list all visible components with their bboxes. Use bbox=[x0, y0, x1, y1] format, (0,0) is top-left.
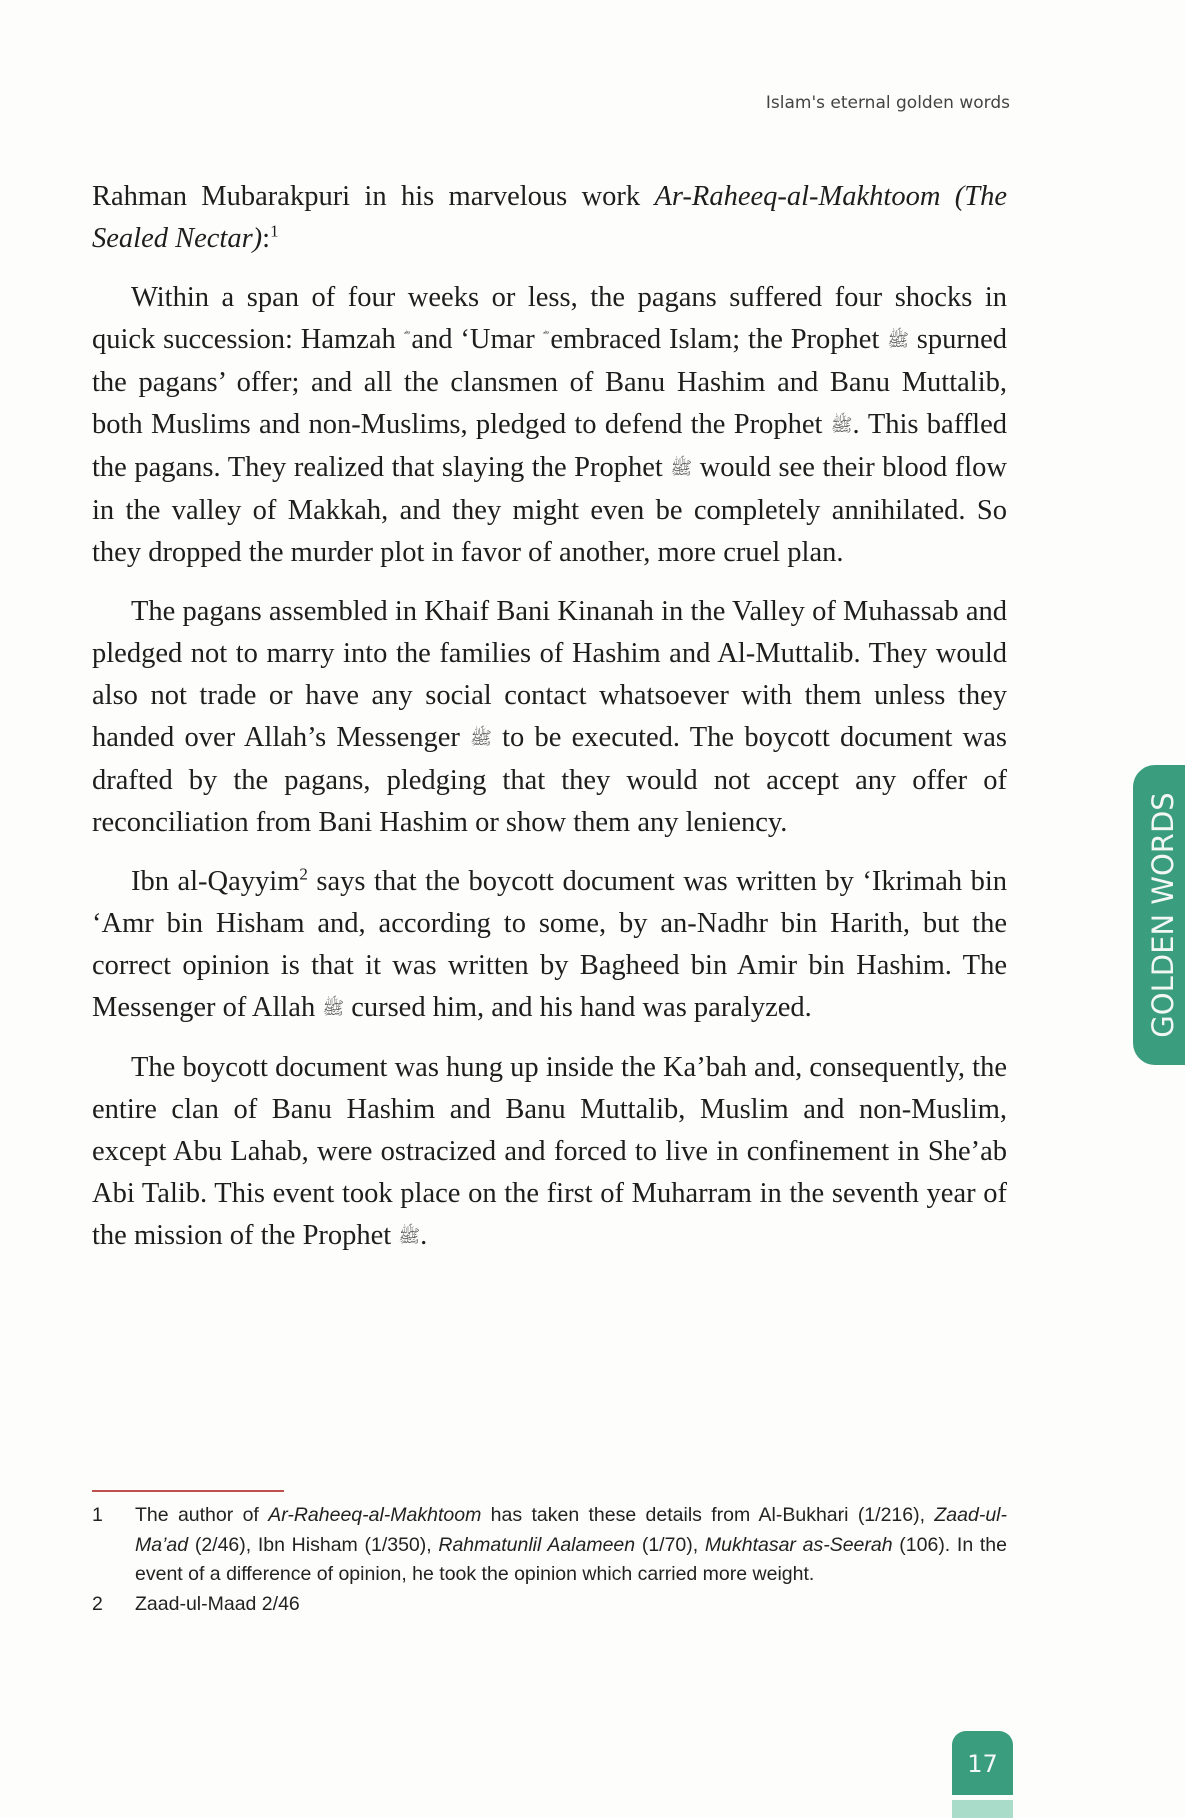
footnote-2 bbox=[92, 1590, 1007, 1620]
book-title: Mukhtasar as-Seerah bbox=[704, 1533, 893, 1556]
paragraph-3 bbox=[92, 591, 1007, 844]
text: cursed him, and his hand was paralyzed. bbox=[344, 992, 812, 1023]
text: . This baffled the pagans. They realized that slaying the Prophet bbox=[92, 409, 1007, 483]
footnote-number: 2 bbox=[92, 1592, 103, 1615]
honorific-icon: ﷺ bbox=[398, 1226, 421, 1247]
text: Rahman Mubarakpuri in his marvelous work bbox=[92, 181, 655, 212]
text: . bbox=[420, 1220, 428, 1251]
honorific-icon: ﷺ bbox=[887, 330, 909, 351]
text: The author of bbox=[135, 1504, 269, 1526]
text: Ibn al-Qayyim bbox=[131, 866, 300, 897]
paragraph-5 bbox=[92, 1047, 1007, 1258]
text: Within a span of four weeks or less, the pagans suffered four shocks in quick succession: Hamzah bbox=[92, 282, 1007, 355]
section-tab-label: GOLDEN WORDS bbox=[1146, 792, 1180, 1038]
honorific-icon: ﷺ bbox=[322, 998, 345, 1019]
text: (1/70), bbox=[635, 1533, 705, 1556]
text: to be executed. The boycott document was drafted by the pagans, pledging that they would not accept any offer of reconciliation from Bani Hashim or show them any leniency. bbox=[92, 722, 1007, 838]
page-number: 17 bbox=[952, 1731, 1013, 1795]
honorific-icon: ﷺ bbox=[670, 458, 693, 479]
footnote-number: 1 bbox=[92, 1504, 103, 1526]
paragraph-4 bbox=[92, 861, 1007, 1030]
text: would see their blood flow in the valley of Makkah, and they might even be completely annihilated. So they dropped the murder plot in favor of another, more cruel plan. bbox=[92, 452, 1008, 568]
body-text bbox=[92, 176, 1007, 1275]
text: The pagans assembled in Khaif Bani Kinanah in the Valley of Muhassab and pledged not to marry into the families of Hashim and Al-Muttalib. They would also not trade or have any social contact whatsoever with them unless they handed over Allah’s Messenger bbox=[92, 596, 1007, 753]
text: and ‘Umar bbox=[403, 324, 543, 355]
text: embraced Islam; the Prophet bbox=[542, 324, 888, 355]
page-number-strip bbox=[952, 1800, 1013, 1818]
text: spurned the pagans’ offer; and all the clansmen of Banu Hashim and Banu Muttalib, both Muslims and non-Muslims, pledged to defend the Prophet bbox=[92, 324, 1007, 440]
book-title: Ar-Raheeq-al-Makhtoom (The Sealed Nectar) bbox=[92, 181, 1007, 254]
footnote-1 bbox=[92, 1501, 1007, 1590]
text: : bbox=[262, 223, 271, 254]
paragraph-1 bbox=[92, 176, 1007, 260]
honorific-icon: ﷺ bbox=[830, 415, 853, 436]
running-header: Islam's eternal golden words bbox=[765, 93, 1010, 113]
text: has taken these details from Al-Bukhari (1/216), bbox=[481, 1504, 935, 1526]
section-tab bbox=[1133, 765, 1185, 1065]
honorific-icon: ﷺ bbox=[470, 728, 492, 749]
book-title: Rahmatunlil Aalameen bbox=[438, 1533, 636, 1556]
footnote-ref-1[interactable]: 1 bbox=[270, 221, 279, 241]
footnote-text bbox=[135, 1501, 1007, 1590]
footnote-divider bbox=[92, 1490, 284, 1492]
footnotes bbox=[92, 1501, 1007, 1619]
text: says that the boycott document was written by ‘Ikrimah bin ‘Amr bin Hisham and, according to some, by an-Nadhr bin Harith, but the correct opinion is that it was written by Bagheed bin Amir bin Hashim. The Messenger of Allah bbox=[92, 866, 1008, 1023]
text: (106). In the event of a difference of opinion, he took the opinion which carried more weight. bbox=[135, 1533, 1007, 1585]
footnote-text: Zaad-ul-Maad 2/46 bbox=[135, 1592, 300, 1615]
paragraph-2 bbox=[92, 277, 1007, 574]
text: (2/46), Ibn Hisham (1/350), bbox=[188, 1533, 439, 1556]
text: The boycott document was hung up inside the Ka’bah and, consequently, the entire clan of Banu Hashim and Banu Muttalib, Muslim and non-Muslim, except Abu Lahab, were ostracized and forced to live in confinement in She’ab Abi Talib. This event took place on the first of Muharram in the seventh year of the mission of the Prophet bbox=[92, 1052, 1007, 1251]
footnote-ref-2[interactable]: 2 bbox=[299, 864, 308, 884]
book-title: Zaad-ul-Ma’ad bbox=[135, 1504, 1007, 1556]
book-title: Ar-Raheeq-al-Makhtoom bbox=[268, 1504, 482, 1526]
